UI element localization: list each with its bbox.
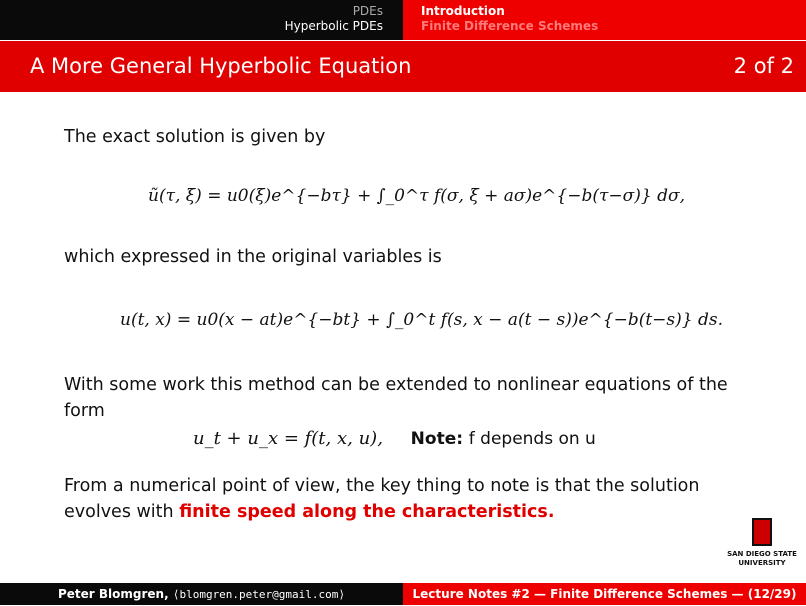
footer-lecture: Lecture Notes #2 — Finite Difference Schemes — (12/29)	[403, 583, 806, 605]
footer-author-name: Peter Blomgren,	[57, 587, 169, 601]
equation-3-row	[193, 428, 596, 449]
footer	[0, 583, 806, 605]
nav-sections-left	[0, 0, 403, 40]
navigation-bar	[0, 0, 806, 40]
text-original-variables: which expressed in the original variables is	[64, 247, 442, 267]
frame-page: 2 of 2	[733, 54, 794, 78]
text-numerical	[64, 473, 754, 525]
frame-title-bar	[0, 41, 806, 92]
equation-2: u(t, x) = u0(x − at)e^{−bt} + ∫_0^t f(s, x − a(t − s))e^{−b(t−s)} ds.	[120, 310, 724, 330]
nav-section-pdes[interactable]: PDEs	[352, 4, 383, 18]
nav-sections-right	[403, 0, 806, 40]
sdsu-shield-icon	[752, 518, 772, 546]
frame-title: A More General Hyperbolic Equation	[30, 54, 412, 78]
equation-1: ũ(τ, ξ) = u0(ξ)e^{−bτ} + ∫_0^τ f(σ, ξ + aσ)e^{−b(τ−σ)} dσ,	[148, 186, 685, 206]
text-exact-solution: The exact solution is given by	[64, 127, 326, 147]
nav-subsection-hyperbolic[interactable]: Hyperbolic PDEs	[284, 19, 383, 33]
equation-3: u_t + u_x = f(t, x, u),	[193, 428, 383, 449]
note-text: f depends on u	[468, 429, 596, 449]
footer-email: ⟨blomgren.peter@gmail.com⟩	[172, 588, 346, 601]
note-label: Note:	[410, 429, 464, 449]
sdsu-logo: SAN DIEGO STATE UNIVERSITY	[722, 518, 802, 568]
nav-section-introduction[interactable]: Introduction	[421, 4, 505, 18]
text-nonlinear: With some work this method can be extended to nonlinear equations of the form	[64, 375, 728, 421]
text-highlight: finite speed along the characteristics.	[179, 502, 555, 522]
nav-section-finite-difference[interactable]: Finite Difference Schemes	[421, 19, 599, 33]
footer-author	[0, 583, 403, 605]
text-numerical-main: From a numerical point of view, the key thing to note is that the solution evolves with	[64, 476, 700, 522]
